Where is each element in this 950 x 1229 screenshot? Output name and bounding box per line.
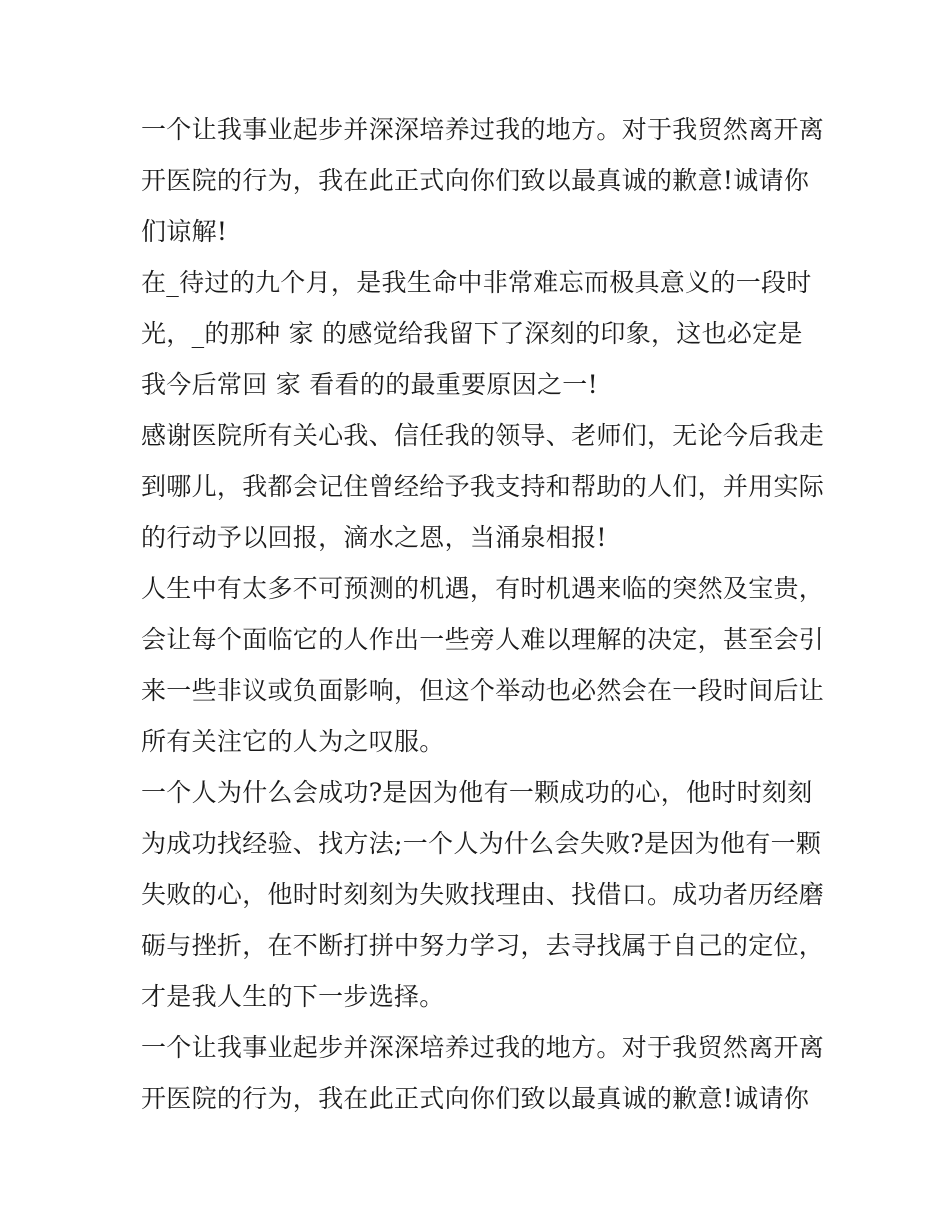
text-line: 一个人为什么会成功?是因为他有一颗成功的心，他时时刻刻: [141, 778, 813, 807]
text-line: 才是我人生的下一步选择。: [141, 982, 445, 1011]
text-line: 砺与挫折，在不断打拼中努力学习，去寻找属于自己的定位，: [141, 931, 825, 960]
paragraph-3: [141, 410, 825, 563]
paragraph-2: [141, 257, 821, 410]
text-line: 开医院的行为，我在此正式向你们致以最真诚的歉意!诚请你: [141, 166, 810, 195]
text-line: 在_待过的九个月，是我生命中非常难忘而极具意义的一段时: [141, 268, 812, 297]
text-line: 们谅解!: [141, 217, 228, 246]
text-line: 感谢医院所有关心我、信任我的领导、老师们，无论今后我走: [141, 421, 825, 450]
text-line: 一个让我事业起步并深深培养过我的地方。对于我贸然离开离: [141, 115, 825, 144]
text-line: 我今后常回 家 看看的的最重要原因之一!: [141, 370, 598, 399]
text-line: 一个让我事业起步并深深培养过我的地方。对于我贸然离开离: [141, 1033, 825, 1062]
text-line: 为成功找经验、找方法;一个人为什么会失败?是因为他有一颗: [141, 829, 822, 858]
text-line: 失败的心，他时时刻刻为失败找理由、找借口。成功者历经磨: [141, 880, 825, 909]
text-line: 人生中有太多不可预测的机遇，有时机遇来临的突然及宝贵，: [141, 574, 825, 603]
text-line: 会让每个面临它的人作出一些旁人难以理解的决定，甚至会引: [141, 625, 825, 654]
text-line: 所有关注它的人为之叹服。: [141, 727, 445, 756]
text-line: 到哪儿，我都会记住曾经给予我支持和帮助的人们，并用实际: [141, 472, 825, 501]
document-body: [141, 104, 825, 1124]
text-line: 来一些非议或负面影响，但这个举动也必然会在一段时间后让: [141, 676, 825, 705]
paragraph-4: [141, 563, 825, 767]
text-line: 光，_的那种 家 的感觉给我留下了深刻的印象，这也必定是: [141, 319, 803, 348]
text-line: 的行动予以回报，滴水之恩，当涌泉相报!: [141, 523, 607, 552]
paragraph-1: [141, 104, 825, 257]
text-line: 开医院的行为，我在此正式向你们致以最真诚的歉意!诚请你: [141, 1084, 810, 1113]
paragraph-6: [141, 1022, 825, 1124]
paragraph-5: [141, 767, 825, 1022]
